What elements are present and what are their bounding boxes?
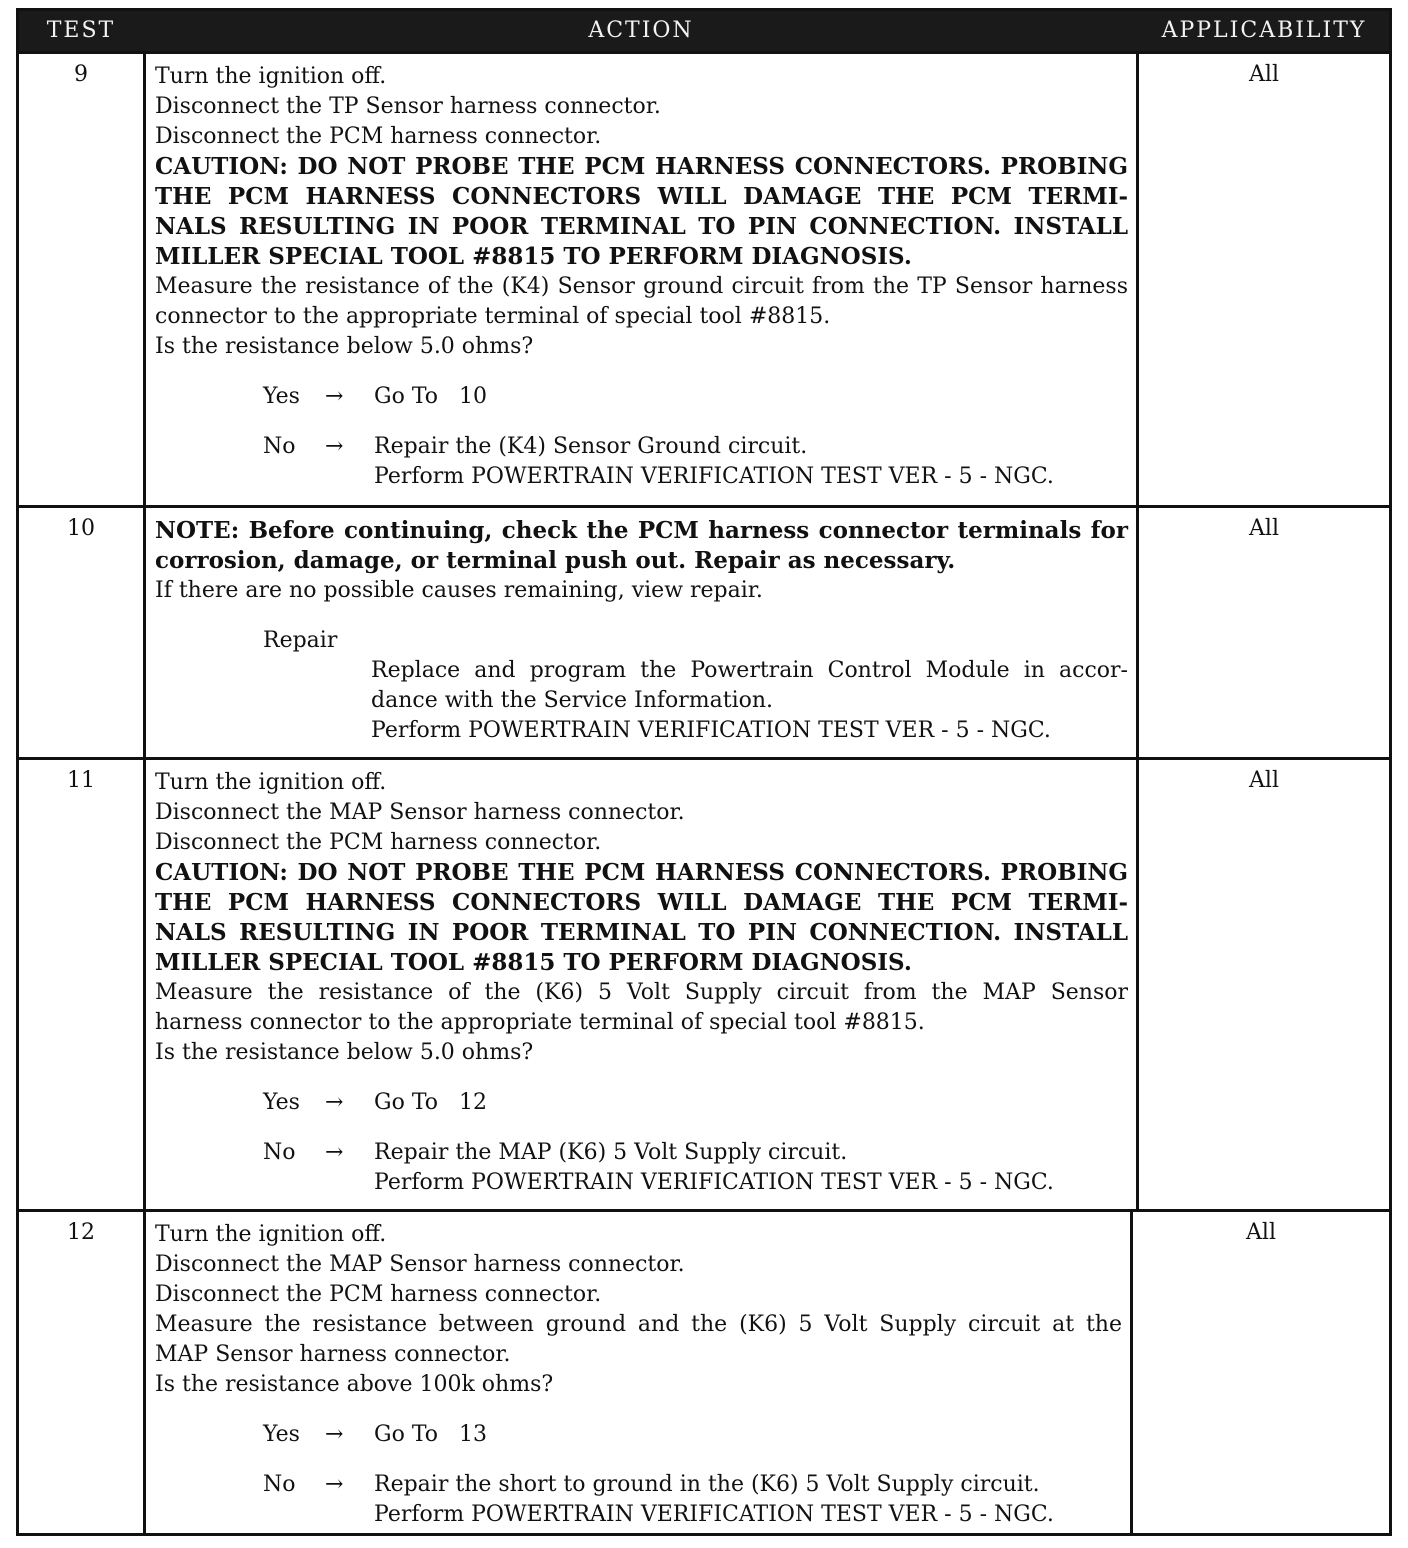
yes-goto: Go To 10: [374, 384, 487, 409]
yes-label: Yes: [263, 1090, 300, 1115]
no-result: [155, 1138, 1128, 1168]
arrow-icon: →: [325, 1472, 344, 1497]
verification-line: Perform POWERTRAIN VERIFICATION TEST VER - 5 - NGC.: [371, 718, 1051, 743]
applicability-cell: All: [1249, 516, 1279, 541]
applicability-cell: All: [1246, 1220, 1276, 1245]
action-cell: [143, 1212, 1133, 1533]
verification-line: Perform POWERTRAIN VERIFICATION TEST VER - 5 - NGC.: [374, 1170, 1054, 1195]
arrow-icon: →: [325, 1422, 344, 1447]
action-line: Disconnect the PCM harness connector.: [155, 124, 602, 149]
no-label: No: [263, 434, 296, 459]
caution-line: NALS RESULTING IN POOR TERMINAL TO PIN CONNECTION. INSTALL: [155, 213, 1128, 240]
no-result-followup: [155, 1168, 1128, 1198]
action-line: MAP Sensor harness connector.: [155, 1342, 511, 1367]
no-action: Repair the MAP (K6) 5 Volt Supply circuit.: [374, 1140, 848, 1165]
repair-line: Replace and program the Powertrain Control Module in accor-: [371, 658, 1128, 683]
repair-line: dance with the Service Information.: [371, 688, 774, 713]
caution-line: THE PCM HARNESS CONNECTORS WILL DAMAGE THE PCM TERMI-: [155, 183, 1128, 210]
test-number: 10: [67, 516, 95, 541]
no-action: Repair the (K4) Sensor Ground circuit.: [374, 434, 808, 459]
action-cell: [143, 508, 1139, 757]
caution-line: CAUTION: DO NOT PROBE THE PCM HARNESS CONNECTORS. PROBING: [155, 859, 1128, 886]
arrow-icon: →: [325, 1090, 344, 1115]
header-action: ACTION: [588, 18, 694, 43]
question-line: Is the resistance below 5.0 ohms?: [155, 334, 534, 359]
caution-line: MILLER SPECIAL TOOL #8815 TO PERFORM DIAGNOSIS.: [155, 949, 912, 976]
verification-line: Perform POWERTRAIN VERIFICATION TEST VER - 5 - NGC.: [374, 1502, 1054, 1527]
action-cell: [143, 760, 1139, 1209]
table-row-test-11: [19, 757, 1389, 1209]
action-line: Measure the resistance of the (K4) Sensor ground circuit from the TP Sensor harness: [155, 274, 1128, 299]
action-line: Disconnect the PCM harness connector.: [155, 830, 602, 855]
table-row-test-10: [19, 505, 1389, 757]
no-result-followup: [155, 1500, 1122, 1530]
table-row-test-9: [19, 51, 1389, 505]
question-line: Is the resistance above 100k ohms?: [155, 1372, 554, 1397]
yes-label: Yes: [263, 384, 300, 409]
table-header: [19, 11, 1389, 51]
verification-line: Perform POWERTRAIN VERIFICATION TEST VER - 5 - NGC.: [374, 464, 1054, 489]
no-action: Repair the short to ground in the (K6) 5 Volt Supply circuit.: [374, 1472, 1040, 1497]
yes-result: [155, 1420, 1122, 1450]
yes-goto: Go To 12: [374, 1090, 487, 1115]
action-line: If there are no possible causes remaining, view repair.: [155, 578, 763, 603]
repair-result: [155, 626, 1128, 656]
test-number: 12: [67, 1220, 95, 1245]
no-result: [155, 432, 1128, 462]
no-label: No: [263, 1472, 296, 1497]
test-number: 11: [67, 768, 95, 793]
no-label: No: [263, 1140, 296, 1165]
note-line: NOTE: Before continuing, check the PCM harness connector terminals for: [155, 517, 1128, 544]
question-line: Is the resistance below 5.0 ohms?: [155, 1040, 534, 1065]
arrow-icon: →: [325, 434, 344, 459]
caution-line: CAUTION: DO NOT PROBE THE PCM HARNESS CONNECTORS. PROBING: [155, 153, 1128, 180]
yes-result: [155, 1088, 1128, 1118]
action-cell: [143, 54, 1139, 505]
action-line: Disconnect the TP Sensor harness connector.: [155, 94, 661, 119]
table-row-test-12: [19, 1209, 1389, 1533]
action-line: Measure the resistance between ground and the (K6) 5 Volt Supply circuit at the: [155, 1312, 1122, 1337]
no-result-followup: [155, 462, 1128, 492]
applicability-cell: All: [1249, 768, 1279, 793]
no-result: [155, 1470, 1122, 1500]
test-number: 9: [74, 62, 88, 87]
header-applicability: APPLICABILITY: [1161, 18, 1367, 43]
arrow-icon: →: [325, 384, 344, 409]
caution-line: NALS RESULTING IN POOR TERMINAL TO PIN CONNECTION. INSTALL: [155, 919, 1128, 946]
diagnostic-test-table: [16, 8, 1392, 1536]
action-line: Turn the ignition off.: [155, 1222, 387, 1247]
caution-line: THE PCM HARNESS CONNECTORS WILL DAMAGE THE PCM TERMI-: [155, 889, 1128, 916]
arrow-icon: →: [325, 1140, 344, 1165]
note-line: corrosion, damage, or terminal push out. Repair as necessary.: [155, 547, 956, 574]
action-line: Disconnect the PCM harness connector.: [155, 1282, 602, 1307]
repair-label: Repair: [263, 628, 338, 653]
action-line: Turn the ignition off.: [155, 64, 387, 89]
applicability-cell: All: [1249, 62, 1279, 87]
action-line: Turn the ignition off.: [155, 770, 387, 795]
yes-label: Yes: [263, 1422, 300, 1447]
yes-goto: Go To 13: [374, 1422, 487, 1447]
action-line: harness connector to the appropriate terminal of special tool #8815.: [155, 1010, 925, 1035]
caution-line: MILLER SPECIAL TOOL #8815 TO PERFORM DIAGNOSIS.: [155, 243, 912, 270]
action-line: connector to the appropriate terminal of special tool #8815.: [155, 304, 831, 329]
action-line: Disconnect the MAP Sensor harness connector.: [155, 800, 685, 825]
action-line: Measure the resistance of the (K6) 5 Volt Supply circuit from the MAP Sensor: [155, 980, 1128, 1005]
yes-result: [155, 382, 1128, 412]
header-test: TEST: [46, 18, 116, 43]
action-line: Disconnect the MAP Sensor harness connector.: [155, 1252, 685, 1277]
